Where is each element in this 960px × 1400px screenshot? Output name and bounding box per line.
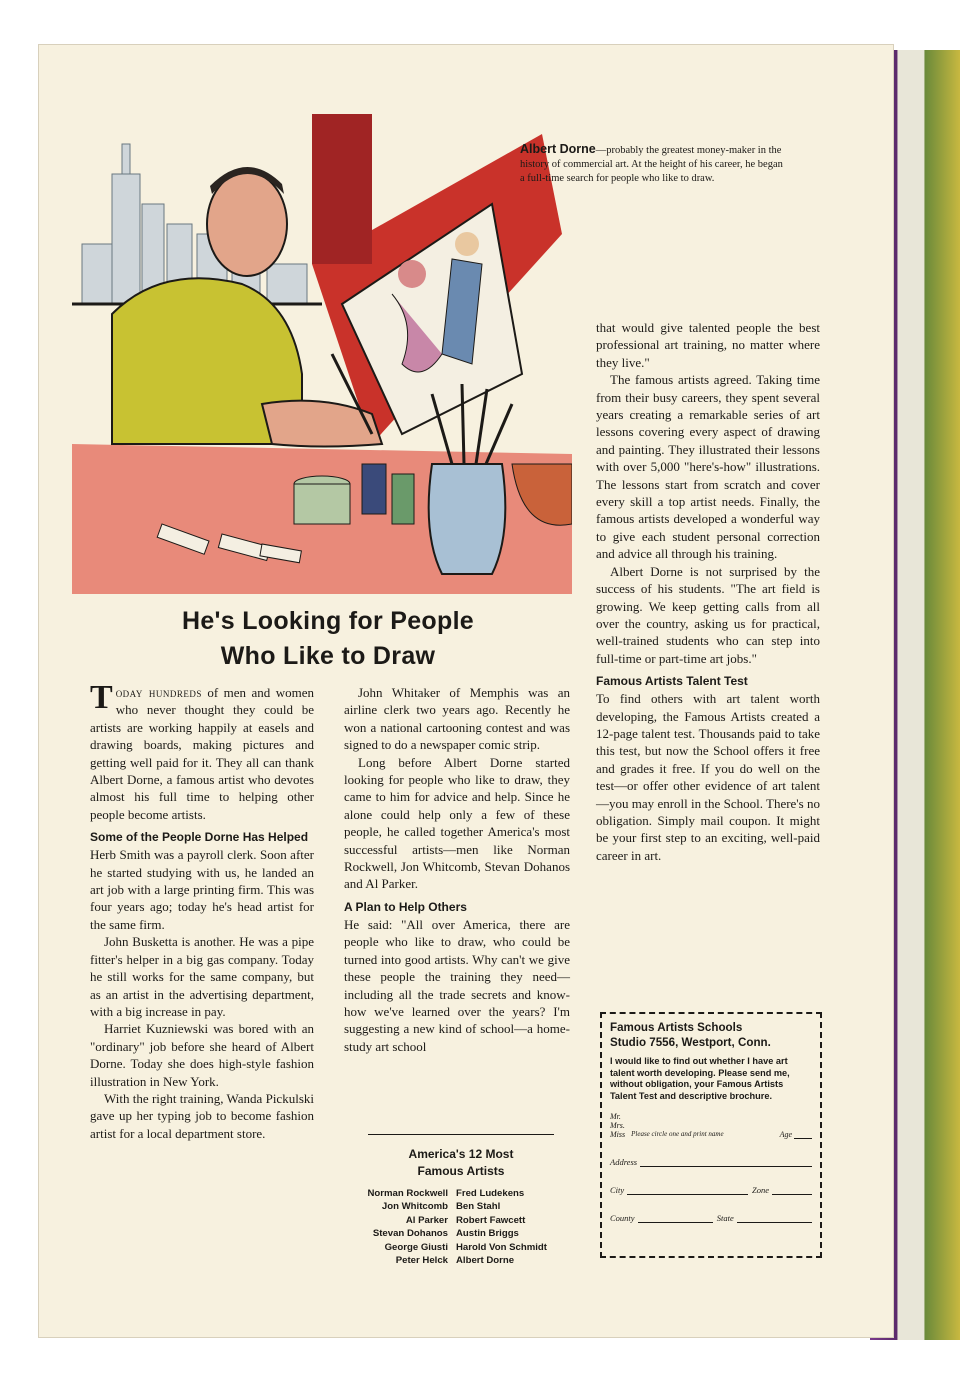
- paragraph-long-before: Long before Albert Dorne started looking for people who like to draw, they came to him for advice and help. Since he alone could help only a few of these people, he called together America's most successful artists—men like Norman Rockwell, Jon Whitcomb, Stevan Dohanos and Al Parker.: [344, 754, 570, 892]
- artist-name: Jon Whitcomb: [381, 1201, 448, 1213]
- artist-name: Fred Ludekens: [456, 1188, 525, 1199]
- illustration-caption: [520, 142, 790, 186]
- paragraph-talent-test: To find others with art talent worth developing, the Famous Artists created a 12-page talent test. Thousands paid to take this test, but now the School offers it free and grades it free. If you do well on the test—or offer other evidence of art talent—you may enroll in the School. There's no obligation. Simply mail coupon. It might be your first step to an exciting, well-paid career in art.: [596, 691, 820, 863]
- artist-name: Albert Dorne: [456, 1255, 515, 1267]
- column-1: [90, 679, 314, 1142]
- artist-name: Ben Stahl: [456, 1201, 501, 1213]
- artists-title: [368, 1146, 554, 1180]
- column-3: [596, 319, 820, 864]
- caption-name: Albert Dorne: [520, 142, 596, 156]
- paragraph-artists-agreed: The famous artists agreed. Taking time from their busy careers, they spent several years creating a remarkable series of art lessons covering every aspect of drawing and painting. They illustrated their lessons with over 5,000 "here's-how" illustrations. The lessons start from scratch and cover every skill a top artist needs. Finally, the famous artists developed a wonderful way to give each student personal correction and advice all through his training.: [596, 372, 820, 562]
- artist-name: Al Parker: [405, 1214, 448, 1226]
- column-2: [344, 684, 570, 1055]
- artist-name: Norman Rockwell: [367, 1188, 448, 1199]
- artist-illustration: [72, 114, 572, 594]
- coupon-state-label: State: [716, 1213, 734, 1224]
- subhead-people-helped: Some of the People Dorne Has Helped: [90, 830, 309, 845]
- paragraph-john-busketta: John Busketta is another. He was a pipe fitter's helper in a big gas company. Today he still works for the same company, but as an artist in the advertising department, with a big increase in pay.: [90, 934, 314, 1019]
- lead-caps: oday hundreds: [115, 685, 202, 700]
- coupon-name-field[interactable]: [610, 1112, 812, 1139]
- list-item: [338, 1241, 578, 1254]
- headline-line-1: He's Looking for People: [181, 607, 475, 635]
- intro-text: of men and women who never thought they could be artists are working happily at easels and drawing boards, making pictures and getting well paid for it. They all can thank Albert Dorne, a famous artist who devotes almost his full time to helping other people become artists.: [90, 685, 314, 822]
- subhead-talent-test: Famous Artists Talent Test: [596, 674, 748, 689]
- paragraph-herb-smith: Herb Smith was a payroll clerk. Soon after he started studying with us, he landed an art job with a large printing firm. This was four years ago; today he's head artist for the same firm.: [90, 847, 314, 932]
- coupon-city-label: City: [610, 1185, 625, 1196]
- coupon-body: I would like to find out whether I have art talent worth developing. Please send me, without obligation, your Famous Artists Talent Test and descriptive brochure.: [610, 1056, 790, 1101]
- coupon-zone-label: Zone: [752, 1185, 769, 1196]
- coupon-age: Age: [779, 1130, 792, 1140]
- drop-cap: T: [90, 679, 113, 716]
- paragraph-wanda-pickulski: With the right training, Wanda Pickulski gave up her typing job to become fashion artist for a local department store.: [90, 1090, 314, 1141]
- paragraph-he-said: He said: "All over America, there are people who like to draw, who could be turned into good artists. Why can't we give these people the training they need—including all the trade secrets and know-how we've learned over the years? I'm suggesting a new kind of school—a home-study art school: [344, 916, 570, 1054]
- list-item: [338, 1200, 578, 1213]
- headline: [108, 604, 548, 674]
- artists-title-line-1: America's 12 Most: [408, 1147, 514, 1161]
- list-item: [338, 1227, 578, 1240]
- artist-name: Harold Von Schmidt: [456, 1241, 547, 1253]
- paragraph-continued: that would give talented people the best professional art training, no matter where they live.": [596, 320, 820, 370]
- artists-title-line-2: Famous Artists: [417, 1164, 505, 1178]
- artist-name: Stevan Dohanos: [372, 1228, 448, 1240]
- list-item: [338, 1214, 578, 1227]
- artist-name: Robert Fawcett: [456, 1214, 526, 1226]
- mail-coupon[interactable]: [600, 1012, 822, 1258]
- paragraph-not-surprised: Albert Dorne is not surprised by the success of his students. "The art field is growing. We keep getting calls from all over the country, asking us for practical, well-trained students who can step into full-time or part-time art jobs.": [596, 563, 820, 666]
- coupon-mrs: Mrs.: [610, 1121, 625, 1131]
- coupon-circle-note: Please circle one and print name: [631, 1130, 724, 1139]
- coupon-studio-address: Studio 7556, Westport, Conn.: [610, 1036, 771, 1049]
- coupon-miss-row: [610, 1130, 812, 1139]
- coupon-address-field[interactable]: [610, 1157, 812, 1167]
- coupon-address-label: Address: [610, 1157, 638, 1168]
- headline-line-2: Who Like to Draw: [220, 642, 436, 670]
- artist-name: Peter Helck: [395, 1255, 448, 1267]
- coupon-county-field[interactable]: [610, 1213, 812, 1223]
- coupon-county-label: County: [610, 1213, 635, 1224]
- coupon-city-field[interactable]: [610, 1185, 812, 1195]
- coupon-age-line[interactable]: [794, 1130, 812, 1139]
- list-item: [338, 1187, 578, 1200]
- coupon-miss: Miss: [610, 1130, 626, 1140]
- divider-rule: [368, 1134, 554, 1135]
- coupon-school-name: Famous Artists Schools: [610, 1021, 743, 1034]
- magazine-page: [38, 44, 894, 1338]
- paragraph-harriet-kuzniewski: Harriet Kuzniewski was bored with an "ordinary" job before she heard of Albert Dorne. Today she does high-style fashion illustration in New York.: [90, 1021, 314, 1089]
- coupon-mr: Mr.: [610, 1112, 621, 1122]
- artists-list: [338, 1187, 578, 1267]
- caption-text: —probably the greatest money-maker in the history of commercial art. At the height of his career, he began a full-time search for people who like to draw.: [520, 145, 783, 184]
- list-item: [338, 1254, 578, 1267]
- paragraph-john-whitaker: John Whitaker of Memphis was an airline clerk two years ago. Recently he won a national cartooning contest and was signed to do a newspaper comic strip.: [344, 685, 570, 753]
- intro-paragraph: [90, 679, 314, 823]
- subhead-plan: A Plan to Help Others: [344, 899, 467, 914]
- artist-name: Austin Briggs: [456, 1228, 519, 1240]
- artist-name: George Giusti: [384, 1241, 448, 1253]
